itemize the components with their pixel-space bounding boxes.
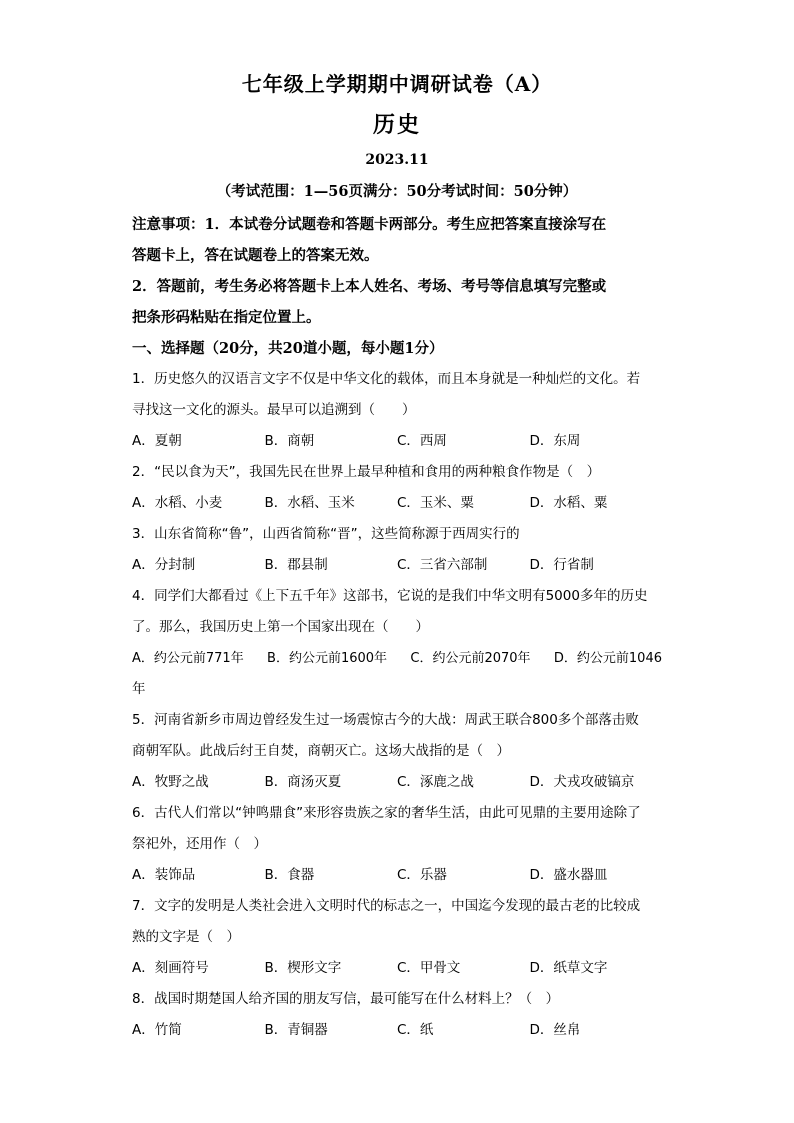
option-d-overflow: 年 bbox=[132, 681, 146, 697]
question-6-options bbox=[132, 860, 662, 891]
question-6-text: 6．古代人们常以“钟鸣鼎食”来形容贵族之家的奢华生活，由此可见鼎的主要用途除了 bbox=[132, 805, 641, 821]
exam-date: 2023.11 bbox=[365, 152, 429, 168]
option-c[interactable]: C．纸 bbox=[397, 1022, 434, 1038]
option-c[interactable]: C．西周 bbox=[397, 433, 447, 449]
option-d[interactable]: D．丝帛 bbox=[529, 1022, 581, 1038]
exam-scope: （考试范围：1—56页满分：50分考试时间：50分钟） bbox=[216, 183, 578, 200]
question-8-options bbox=[132, 1015, 662, 1046]
question-6-text: 祭祀外，还用作（ ） bbox=[132, 836, 267, 852]
section-title: 一、选择题（20分，共20道小题，每小题1分） bbox=[132, 340, 444, 357]
option-c[interactable]: C．甲骨文 bbox=[397, 960, 461, 976]
notice-line: 把条形码粘贴在指定位置上。 bbox=[132, 309, 321, 326]
option-a[interactable]: A．刻画符号 bbox=[132, 960, 209, 976]
question-3-options bbox=[132, 550, 662, 581]
option-d[interactable]: D．纸草文字 bbox=[529, 960, 608, 976]
option-d[interactable]: D．水稻、粟 bbox=[529, 495, 608, 511]
option-c[interactable]: C．乐器 bbox=[397, 867, 447, 883]
option-b[interactable]: B．食器 bbox=[264, 867, 315, 883]
option-c[interactable]: C．三省六部制 bbox=[397, 557, 488, 573]
option-b[interactable]: B．商朝 bbox=[264, 433, 315, 449]
option-d[interactable]: D．犬戎攻破镐京 bbox=[529, 774, 635, 790]
option-d[interactable]: D．盛水器皿 bbox=[529, 867, 608, 883]
option-a[interactable]: A．夏朝 bbox=[132, 433, 182, 449]
option-d[interactable]: D．约公元前1046 bbox=[553, 651, 662, 666]
option-b[interactable]: B．青铜器 bbox=[264, 1022, 328, 1038]
option-d[interactable]: D．行省制 bbox=[529, 557, 594, 573]
option-d[interactable]: D．东周 bbox=[529, 433, 581, 449]
question-1-options bbox=[132, 426, 662, 457]
question-1-text: 1．历史悠久的汉语言文字不仅是中华文化的载体，而且本身就是一种灿烂的文化。若 bbox=[132, 371, 641, 387]
subject-title: 历史 bbox=[372, 112, 421, 138]
option-a[interactable]: A．约公元前771年 bbox=[132, 651, 244, 666]
question-3-text: 3．山东省简称“鲁”，山西省简称“晋”，这些简称源于西周实行的 bbox=[132, 526, 520, 542]
notice-line: 注意事项：1．本试卷分试题卷和答题卡两部分。考生应把答案直接涂写在 bbox=[132, 216, 607, 233]
option-b[interactable]: B．水稻、玉米 bbox=[264, 495, 355, 511]
option-b[interactable]: B．郡县制 bbox=[264, 557, 328, 573]
question-7-text: 熟的文字是（ ） bbox=[132, 929, 240, 945]
option-c[interactable]: C．约公元前2070年 bbox=[410, 651, 531, 666]
question-2-options bbox=[132, 488, 662, 519]
option-a[interactable]: A．水稻、小麦 bbox=[132, 495, 223, 511]
notice-line: 答题卡上，答在试题卷上的答案无效。 bbox=[132, 247, 379, 264]
question-7-text: 7．文字的发明是人类社会进入文明时代的标志之一，中国迄今发现的最古老的比较成 bbox=[132, 898, 641, 914]
question-4-options bbox=[132, 643, 662, 674]
question-2-text: 2．“民以食为天”，我国先民在世界上最早种植和食用的两种粮食作物是（ ） bbox=[132, 464, 601, 480]
question-7-options bbox=[132, 953, 662, 984]
question-8-text: 8．战国时期楚国人给齐国的朋友写信，最可能写在什么材料上？（ ） bbox=[132, 991, 560, 1007]
question-4-text: 4．同学们大都看过《上下五千年》这部书，它说的是我们中华文明有5000多年的历史 bbox=[132, 588, 648, 604]
option-a[interactable]: A．分封制 bbox=[132, 557, 196, 573]
question-1-text: 寻找这一文化的源头。最早可以追溯到（ ） bbox=[132, 402, 416, 418]
option-a[interactable]: A．竹简 bbox=[132, 1022, 182, 1038]
question-5-text: 5．河南省新乡市周边曾经发生过一场震惊古今的大战：周武王联合800多个部落击败 bbox=[132, 712, 639, 728]
option-a[interactable]: A．牧野之战 bbox=[132, 774, 209, 790]
question-5-text: 商朝军队。此战后纣王自焚，商朝灭亡。这场大战指的是（ ） bbox=[132, 743, 510, 759]
exam-title: 七年级上学期期中调研试卷（A） bbox=[241, 72, 553, 96]
notice-line: 2．答题前，考生务必将答题卡上本人姓名、考场、考号等信息填写完整或 bbox=[132, 278, 607, 295]
option-c[interactable]: C．玉米、粟 bbox=[397, 495, 474, 511]
question-5-options bbox=[132, 767, 662, 798]
question-4-text: 了。那么，我国历史上第一个国家出现在（ ） bbox=[132, 619, 429, 635]
option-b[interactable]: B．楔形文字 bbox=[264, 960, 342, 976]
option-b[interactable]: B．约公元前1600年 bbox=[267, 651, 388, 666]
option-c[interactable]: C．涿鹿之战 bbox=[397, 774, 474, 790]
exam-body bbox=[132, 209, 662, 1046]
option-a[interactable]: A．装饰品 bbox=[132, 867, 196, 883]
option-b[interactable]: B．商汤灭夏 bbox=[264, 774, 342, 790]
